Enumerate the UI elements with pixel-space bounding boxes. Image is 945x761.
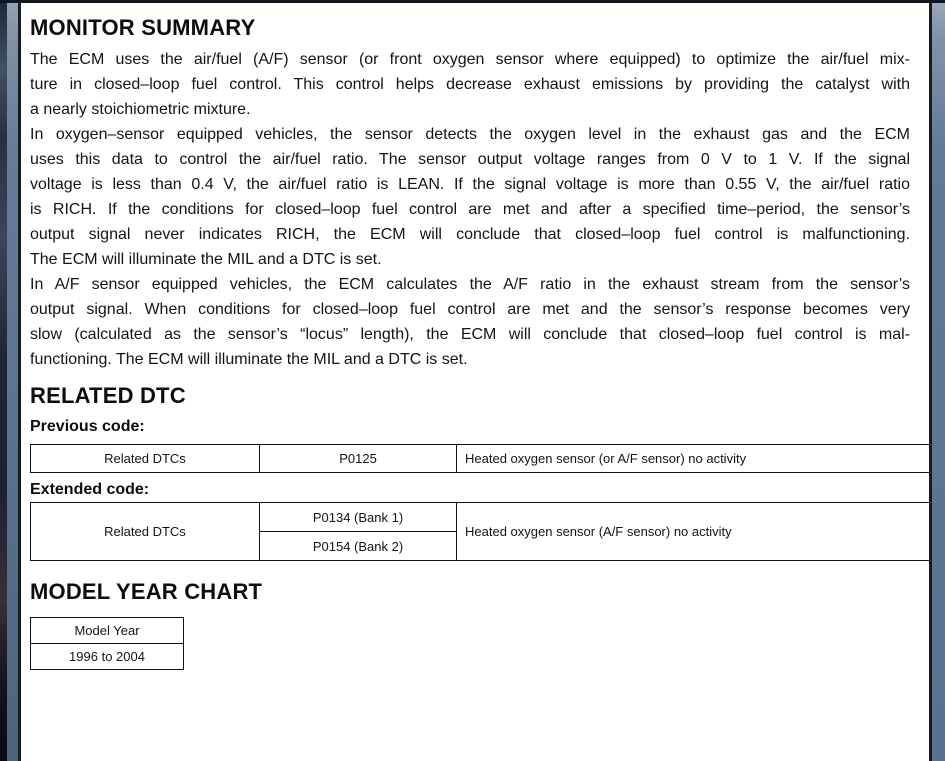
monitor-summary-text	[30, 47, 910, 372]
body-line: ture in closed–loop fuel control. This control helps decrease exhaust emissions by providing the catalyst with	[30, 76, 910, 93]
extended-code-table	[30, 502, 931, 561]
previous-code-table	[30, 444, 931, 473]
dtc-description-cell: Heated oxygen sensor (or A/F sensor) no activity	[457, 445, 931, 473]
page-top-border	[0, 0, 945, 3]
extended-code-label: Extended code:	[30, 481, 150, 498]
dtc-code-cell-bank1: P0134 (Bank 1)	[260, 503, 457, 532]
document-page	[21, 3, 929, 761]
body-line: The ECM will illuminate the MIL and a DTC is set.	[30, 251, 382, 268]
dtc-code-cell-bank2: P0154 (Bank 2)	[260, 532, 457, 561]
dtc-code-cell: P0125	[260, 445, 457, 473]
body-line: output signal. When conditions for closed–loop fuel control are met and the sensor’s response becomes very	[30, 301, 910, 318]
body-line: slow (calculated as the sensor’s “locus” length), the ECM will conclude that closed–loop fuel control is mal-	[30, 326, 910, 343]
model-year-chart-heading: MODEL YEAR CHART	[30, 579, 263, 604]
body-line: output signal never indicates RICH, the ECM will conclude that closed–loop fuel control is malfunctioning.	[30, 226, 910, 243]
table-row	[31, 445, 931, 473]
previous-code-label: Previous code:	[30, 418, 145, 435]
body-line: functioning. The ECM will illuminate the MIL and a DTC is set.	[30, 351, 468, 368]
body-line: voltage is less than 0.4 V, the air/fuel ratio is LEAN. If the signal voltage is more than 0.55 V, the air/fuel ratio	[30, 176, 910, 193]
table-row	[31, 644, 184, 670]
dtc-description-cell: Heated oxygen sensor (A/F sensor) no activity	[457, 503, 931, 561]
related-dtcs-cell: Related DTCs	[31, 503, 260, 561]
table-row	[31, 503, 931, 532]
model-year-header-cell: Model Year	[31, 618, 184, 644]
related-dtcs-cell: Related DTCs	[31, 445, 260, 473]
document-content	[30, 3, 910, 670]
window-frame-left	[7, 0, 18, 761]
window-frame-right	[932, 0, 945, 761]
body-line: a nearly stoichiometric mixture.	[30, 101, 251, 118]
model-year-table	[30, 617, 184, 670]
model-year-value-cell: 1996 to 2004	[31, 644, 184, 670]
monitor-summary-heading: MONITOR SUMMARY	[30, 15, 256, 40]
table-row	[31, 618, 184, 644]
body-line: uses this data to control the air/fuel ratio. The sensor output voltage ranges from 0 V to 1 V. If the signal	[30, 151, 910, 168]
body-line: is RICH. If the conditions for closed–loop fuel control are met and after a specified time–period, the sensor’s	[30, 201, 910, 218]
related-dtc-heading: RELATED DTC	[30, 383, 186, 408]
body-line: In oxygen–sensor equipped vehicles, the sensor detects the oxygen level in the exhaust gas and the ECM	[30, 126, 910, 143]
body-line: The ECM uses the air/fuel (A/F) sensor (or front oxygen sensor where equipped) to optimize the air/fuel mix-	[30, 51, 910, 68]
desktop-background-strip	[0, 0, 7, 761]
body-line: In A/F sensor equipped vehicles, the ECM calculates the A/F ratio in the exhaust stream from the sensor’s	[30, 276, 910, 293]
